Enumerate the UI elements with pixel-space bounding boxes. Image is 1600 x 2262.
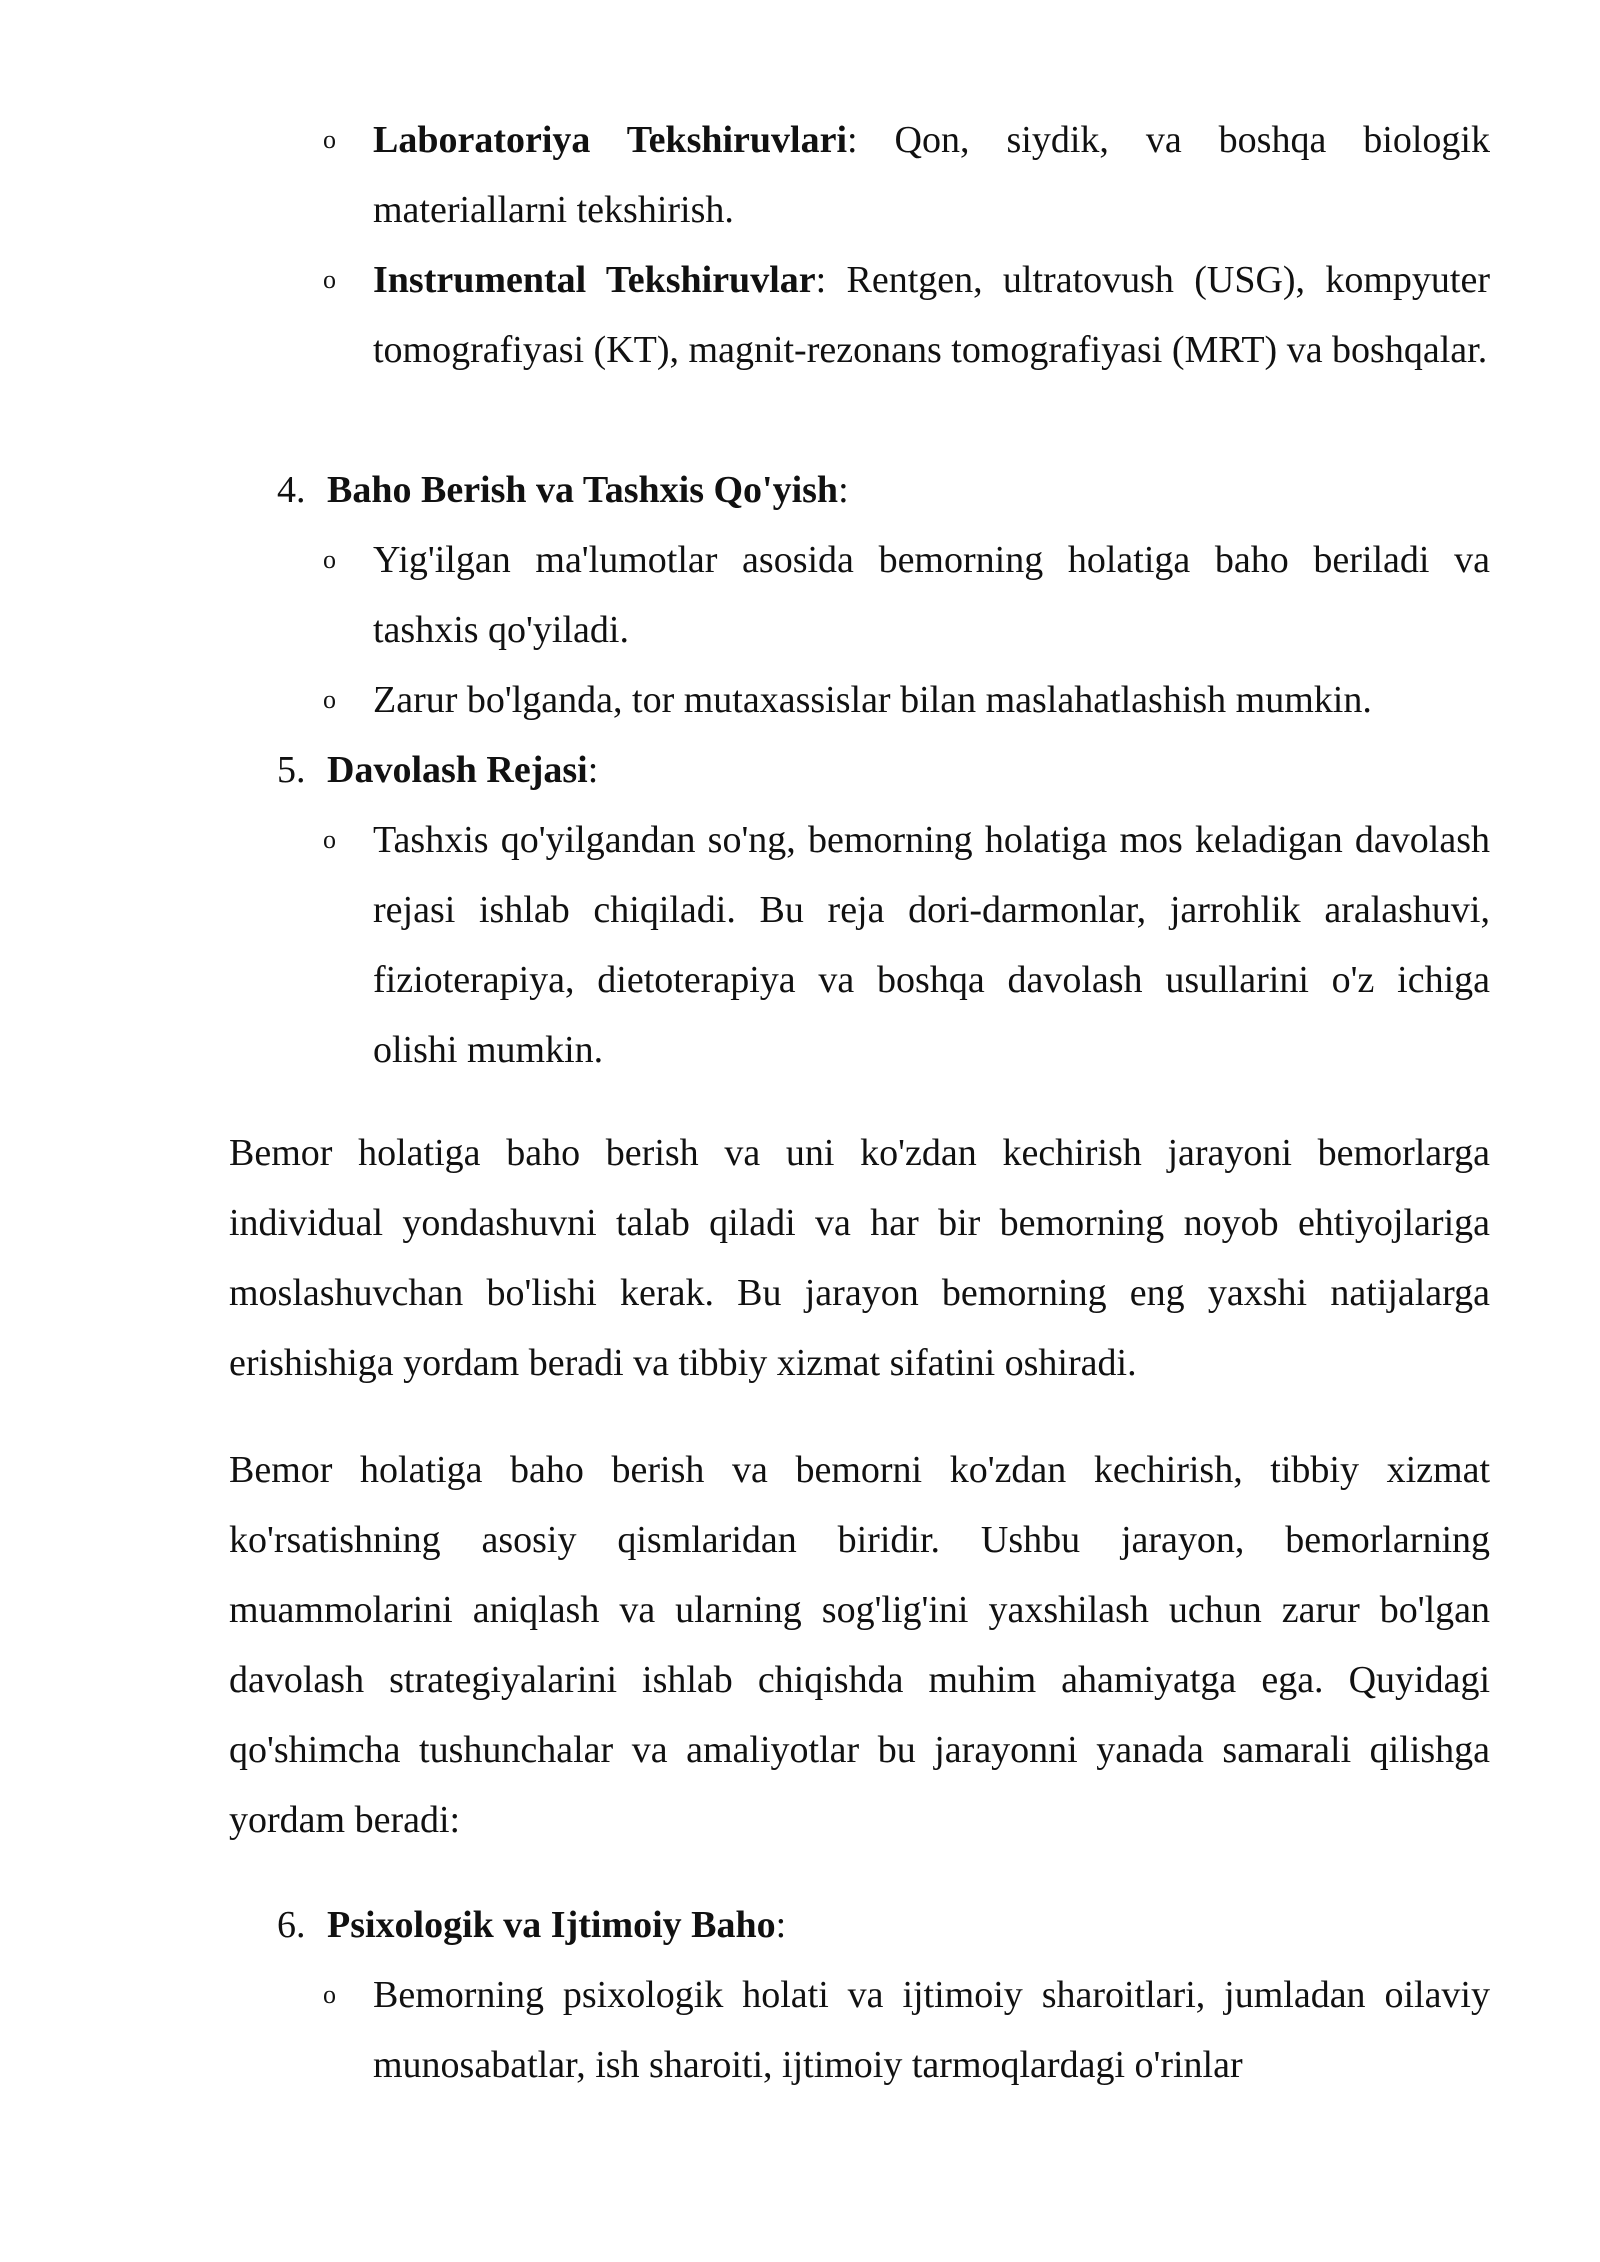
heading-label: Davolash Rejasi — [327, 749, 588, 791]
heading-suffix: : — [838, 469, 849, 511]
heading-label: Psixologik va Ijtimoiy Baho — [327, 1904, 776, 1946]
item-term: Laboratoriya Tekshiruvlari — [373, 119, 848, 161]
item-text: : Qon, siydik, va boshqa biologik materiallarni tekshirish. — [373, 119, 1490, 231]
list-number: 5. — [277, 749, 306, 791]
item-term: Instrumental Tekshiruvlar — [373, 259, 816, 301]
bullet-icon: o — [323, 125, 336, 154]
heading-label: Baho Berish va Tashxis Qo'yish — [327, 469, 839, 511]
list-item — [323, 105, 1490, 245]
bullet-icon: o — [323, 825, 336, 854]
list-item — [323, 1960, 1490, 2100]
numbered-heading — [277, 735, 1490, 805]
numbered-heading — [277, 1890, 1490, 1960]
item-text: Tashxis qo'yilgandan so'ng, bemorning holatiga mos keladigan davolash rejasi ishlab chiqiladi. Bu reja dori-darmonlar, jarrohlik aralashuvi, fizioterapiya, dietoterapiya va boshqa davolash usullarini o'z ichiga olishi mumkin. — [373, 819, 1490, 1071]
list-item — [323, 665, 1490, 735]
bullet-icon: o — [323, 1980, 336, 2009]
bullet-icon: o — [323, 685, 336, 714]
heading-suffix: : — [587, 749, 599, 791]
item-text: : Rentgen, ultratovush (USG), kompyuter tomografiyasi (KT), magnit-rezonans tomografiyasi (MRT) va boshqalar. — [373, 259, 1491, 371]
list-item — [323, 245, 1491, 385]
list-number: 6. — [277, 1904, 306, 1946]
list-number: 4. — [277, 469, 306, 511]
body-paragraph: Bemor holatiga baho berish va bemorni ko'zdan kechirish, tibbiy xizmat ko'rsatishning asosiy qismlaridan biridir. Ushbu jarayon, bemorlarning muammolarini aniqlash va ularning sog'lig'ini yaxshilash uchun zarur bo'lgan davolash strategiyalarini ishlab chiqishda muhim ahamiyatga ega. Quyidagi qo'shimcha tushunchalar va amaliyotlar bu jarayonni yanada samarali qilishga yordam beradi: — [229, 1449, 1490, 1841]
item-text: Bemorning psixologik holati va ijtimoiy sharoitlari, jumladan oilaviy munosabatlar, ish sharoiti, ijtimoiy tarmoqlardagi o'rinlar — [373, 1974, 1490, 2086]
bullet-icon: o — [323, 265, 336, 294]
body-paragraph: Bemor holatiga baho berish va uni ko'zdan kechirish jarayoni bemorlarga individual yondashuvni talab qiladi va har bir bemorning noyob ehtiyojlariga moslashuvchan bo'lishi kerak. Bu jarayon bemorning eng yaxshi natijalarga erishishiga yordam beradi va tibbiy xizmat sifatini oshiradi. — [229, 1132, 1490, 1384]
list-item — [323, 805, 1490, 1085]
item-text: Yig'ilgan ma'lumotlar asosida bemorning holatiga baho beriladi va tashxis qo'yiladi. — [373, 539, 1490, 651]
bullet-icon: o — [323, 545, 336, 574]
list-item — [323, 525, 1490, 665]
heading-suffix: : — [775, 1904, 787, 1946]
item-text: Zarur bo'lganda, tor mutaxassislar bilan maslahatlashish mumkin. — [373, 679, 1372, 721]
numbered-heading — [277, 455, 1490, 525]
